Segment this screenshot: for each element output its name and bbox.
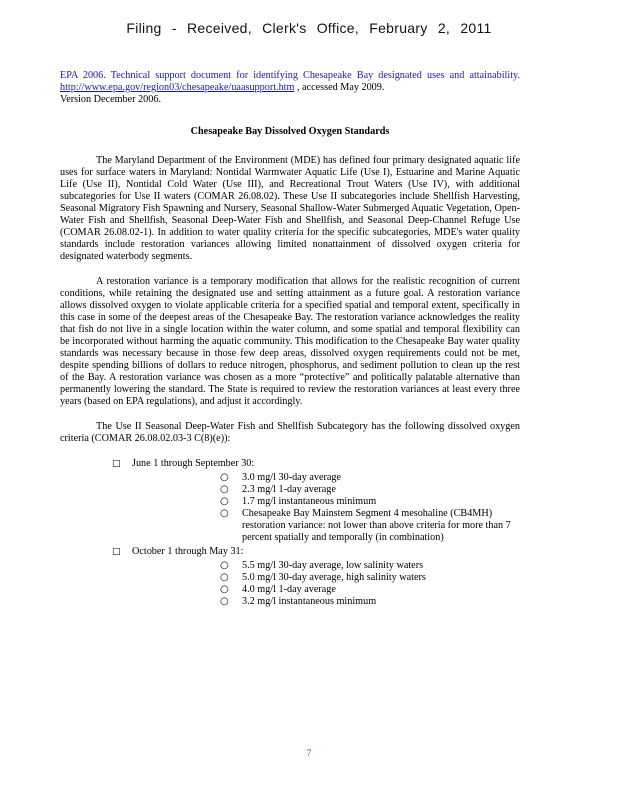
citation-text: EPA 2006. Technical support document for identifying Chesapeake Bay designated uses and attainability. bbox=[60, 70, 520, 81]
list-item bbox=[132, 572, 520, 584]
filing-header: Filing - Received, Clerk's Office, February 2, 2011 bbox=[126, 20, 492, 36]
circle-bullet-icon: ○ bbox=[220, 584, 229, 595]
criterion-text: 1.7 mg/l instantaneous minimum bbox=[242, 496, 377, 507]
square-bullet-icon: □ bbox=[112, 459, 121, 469]
list-item bbox=[132, 484, 520, 496]
list-item bbox=[132, 560, 520, 572]
criterion-text: 3.2 mg/l instantaneous minimum bbox=[242, 596, 377, 607]
circle-bullet-icon: ○ bbox=[220, 472, 229, 483]
page-number: 7 bbox=[306, 748, 312, 758]
criterion-text: Chesapeake Bay Mainstem Segment 4 mesohaline (CB4MH) restoration variance: not lower than above criteria for more than 7 percent spatially and temporally (in combination) bbox=[242, 508, 511, 543]
list-item bbox=[132, 596, 520, 608]
list-item bbox=[132, 508, 520, 544]
list-item bbox=[132, 496, 520, 508]
criterion-text: 2.3 mg/l 1-day average bbox=[242, 484, 336, 495]
sub-list bbox=[132, 560, 520, 608]
criterion-text: 5.0 mg/l 30-day average, high salinity waters bbox=[242, 572, 426, 583]
period-label: October 1 through May 31: bbox=[132, 546, 244, 557]
circle-bullet-icon: ○ bbox=[220, 484, 229, 495]
circle-bullet-icon: ○ bbox=[220, 596, 229, 607]
page-content bbox=[60, 70, 520, 610]
circle-bullet-icon: ○ bbox=[220, 508, 229, 519]
criterion-text: 4.0 mg/l 1-day average bbox=[242, 584, 336, 595]
circle-bullet-icon: ○ bbox=[220, 560, 229, 571]
list-item bbox=[60, 546, 520, 608]
list-item bbox=[132, 584, 520, 596]
square-bullet-icon: □ bbox=[112, 547, 121, 557]
section-title: Chesapeake Bay Dissolved Oxygen Standards bbox=[190, 126, 390, 137]
paragraph-deep-water-criteria: The Use II Seasonal Deep-Water Fish and Shellfish Subcategory has the following dissolved oxygen criteria (COMAR 26.08.02.03-3 C(8)(e)): bbox=[60, 421, 520, 444]
citation-link[interactable]: http://www.epa.gov/region03/chesapeake/uaasupport.htm bbox=[60, 82, 295, 93]
list-item bbox=[132, 472, 520, 484]
circle-bullet-icon: ○ bbox=[220, 572, 229, 583]
criteria-list bbox=[60, 458, 520, 608]
criterion-text: 3.0 mg/l 30-day average bbox=[242, 472, 342, 483]
citation-accessed: , accessed May 2009. bbox=[294, 82, 385, 93]
period-label: June 1 through September 30: bbox=[132, 458, 255, 469]
citation-version: Version December 2006. bbox=[60, 94, 161, 105]
list-item bbox=[60, 458, 520, 544]
epa-citation bbox=[60, 70, 520, 94]
sub-list bbox=[132, 472, 520, 544]
paragraph-use-designations: The Maryland Department of the Environment (MDE) has defined four primary designated aquatic life uses for surface waters in Maryland: Nontidal Warmwater Aquatic Life (Use I), Estuarine and Marine Aquatic Life (Use II), Nontidal Cold Water (Use III), and Recreational Trout Waters (Use IV), with additional subcategories for Use II waters (COMAR 26.08.02). These Use II subcategories include Shellfish Harvesting, Seasonal Migratory Fish Spawning and Nursery, Seasonal Shallow-Water Submerged Aquatic Vegetation, Open-Water Fish and Shellfish, Seasonal Deep-Water Fish and Shellfish, and Seasonal Deep-Channel Refuge Use (COMAR 26.08.02-1). In addition to water quality criteria for the specific subcategories, MDE's water quality standards include restoration variances allowing limited nonattainment of dissolved oxygen criteria for designated waterbody segments. bbox=[60, 155, 520, 262]
circle-bullet-icon: ○ bbox=[220, 496, 229, 507]
criterion-text: 5.5 mg/l 30-day average, low salinity waters bbox=[242, 560, 424, 571]
paragraph-restoration-variance: A restoration variance is a temporary modification that allows for the realistic recognition of current conditions, while retaining the designated use and setting attainment as a future goal. A restoration variance allows dissolved oxygen to violate applicable criteria for a specified spatial and temporal extent, specifically in this case in some of the deepest areas of the Chesapeake Bay. The restoration variance acknowledges the reality that fish do not live in a single location within the water column, and some spatial and temporal flexibility can be incorporated without harming the aquatic community. This modification to the Chesapeake Bay water quality standards was necessary because in those few deep areas, dissolved oxygen requirements could not be met, despite spending billions of dollars to reduce nitrogen, phosphorus, and sediment pollution to clean up the rest of the Bay. A restoration variance was chosen as a more “protective” and politically palatable alternative than permanently lowering the standard. The State is required to review the restoration variances at least every three years (based on EPA regulations), and adjust it accordingly. bbox=[60, 276, 520, 407]
